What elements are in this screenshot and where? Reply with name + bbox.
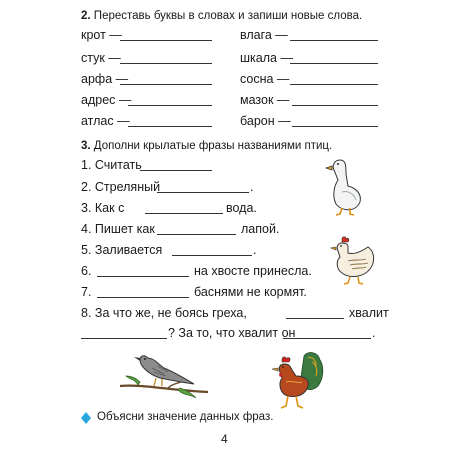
word-baron: барон — bbox=[240, 114, 291, 128]
answer-line-phrase-7[interactable] bbox=[97, 297, 189, 298]
task3-text: Дополни крылатые фразы названиями птиц. bbox=[93, 140, 333, 152]
phrase-5: 5. Заливается bbox=[81, 243, 163, 257]
word-mazok: мазок — bbox=[240, 93, 290, 107]
phrase-3: 3. Как с bbox=[81, 201, 125, 215]
phrase-2-end: . bbox=[250, 180, 254, 194]
phrase-8-part-b: хвалит bbox=[349, 306, 389, 320]
phrase-8-part-c: ? За то, что хвалит он bbox=[168, 326, 296, 340]
answer-line-vlaga[interactable] bbox=[290, 40, 378, 41]
answer-line-phrase-1[interactable] bbox=[140, 170, 212, 171]
answer-line-sosna[interactable] bbox=[290, 84, 378, 85]
answer-line-phrase-3[interactable] bbox=[145, 213, 223, 214]
phrase-6: 6. bbox=[81, 264, 92, 278]
phrase-7: 7. bbox=[81, 285, 92, 299]
answer-line-phrase-6[interactable] bbox=[97, 276, 189, 277]
answer-line-krot[interactable] bbox=[120, 40, 212, 41]
answer-line-phrase-5[interactable] bbox=[172, 255, 252, 256]
hen-illustration bbox=[328, 233, 380, 285]
phrase-8-part-a: 8. За что же, не боясь греха, bbox=[81, 306, 247, 320]
phrase-7-end: баснями не кормят. bbox=[194, 285, 307, 299]
answer-line-phrase-8-a[interactable] bbox=[286, 318, 344, 319]
word-stuk: стук — bbox=[81, 51, 121, 65]
answer-line-atlas[interactable] bbox=[128, 126, 212, 127]
answer-line-adres[interactable] bbox=[128, 105, 212, 106]
answer-line-mazok[interactable] bbox=[292, 105, 378, 106]
phrase-1: 1. Считать bbox=[81, 158, 142, 172]
answer-line-phrase-8-c[interactable] bbox=[283, 338, 371, 339]
goose-illustration bbox=[328, 158, 364, 216]
task2-text: Переставь буквы в словах и запиши новые слова. bbox=[93, 10, 363, 22]
task3-title bbox=[81, 140, 332, 152]
extra-task-text: Объясни значение данных фраз. bbox=[97, 411, 274, 423]
word-arfa: арфа — bbox=[81, 72, 129, 86]
phrase-8-end: . bbox=[372, 326, 376, 340]
task3-number: 3. bbox=[81, 140, 91, 152]
answer-line-stuk[interactable] bbox=[120, 63, 212, 64]
answer-line-shkala[interactable] bbox=[290, 63, 378, 64]
rooster-illustration bbox=[268, 350, 326, 412]
word-sosna: сосна — bbox=[240, 72, 290, 86]
phrase-5-end: . bbox=[253, 243, 257, 257]
diamond-icon bbox=[81, 412, 91, 424]
word-adres: адрес — bbox=[81, 93, 132, 107]
phrase-2: 2. Стреляный bbox=[81, 180, 161, 194]
task2-title bbox=[81, 10, 362, 22]
page-number: 4 bbox=[221, 432, 228, 446]
answer-line-phrase-8-b[interactable] bbox=[81, 338, 167, 339]
answer-line-arfa[interactable] bbox=[120, 84, 212, 85]
word-krot: крот — bbox=[81, 28, 122, 42]
word-shkala: шкала — bbox=[240, 51, 293, 65]
task2-number: 2. bbox=[81, 10, 91, 22]
answer-line-phrase-4[interactable] bbox=[157, 234, 236, 235]
phrase-6-end: на хвосте принесла. bbox=[194, 264, 312, 278]
word-atlas: атлас — bbox=[81, 114, 130, 128]
answer-line-phrase-2[interactable] bbox=[157, 192, 249, 193]
phrase-4: 4. Пишет как bbox=[81, 222, 155, 236]
cuckoo-illustration bbox=[118, 348, 210, 400]
word-vlaga: влага — bbox=[240, 28, 288, 42]
phrase-3-end: вода. bbox=[226, 201, 257, 215]
phrase-4-end: лапой. bbox=[241, 222, 280, 236]
answer-line-baron[interactable] bbox=[292, 126, 378, 127]
